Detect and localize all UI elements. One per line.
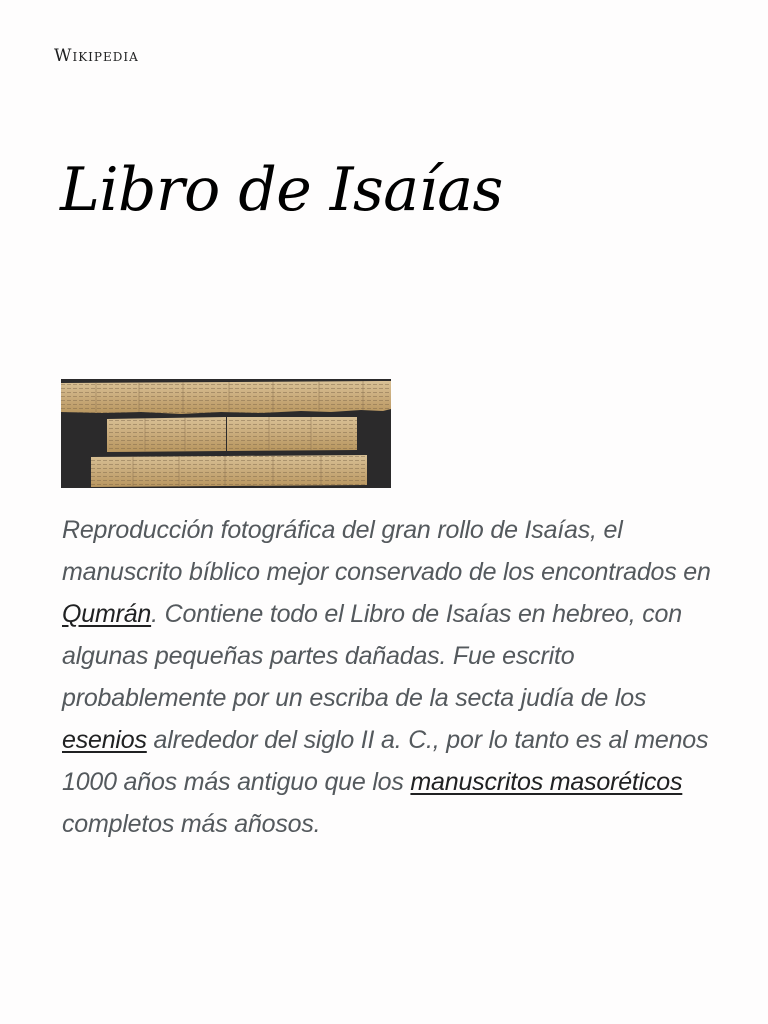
- scroll-image-graphic: [61, 379, 391, 488]
- caption-text-1: Reproducción fotográfica del gran rollo de Isaías, el manuscrito bíblico mejor conservado de los encontrados en: [62, 516, 711, 586]
- wikipedia-wordmark[interactable]: Wikipedia: [54, 46, 139, 66]
- manuscritos-masoreticos-link[interactable]: manuscritos masoréticos: [410, 768, 683, 796]
- page-title: Libro de Isaías: [60, 155, 503, 225]
- caption-text-3: alrededor del siglo II a. C., por lo tanto es al menos 1000 años más antiguo que los: [62, 726, 709, 796]
- caption-text-4: completos más añosos.: [62, 810, 321, 838]
- scroll-image[interactable]: [61, 379, 391, 488]
- image-caption: [62, 509, 722, 845]
- caption-text-2: . Contiene todo el Libro de Isaías en hebreo, con algunas pequeñas partes dañadas. Fue escrito probablemente por un escriba de la secta judía de los: [62, 600, 682, 712]
- qumran-link[interactable]: Qumrán: [62, 600, 152, 628]
- esenios-link[interactable]: esenios: [62, 726, 147, 754]
